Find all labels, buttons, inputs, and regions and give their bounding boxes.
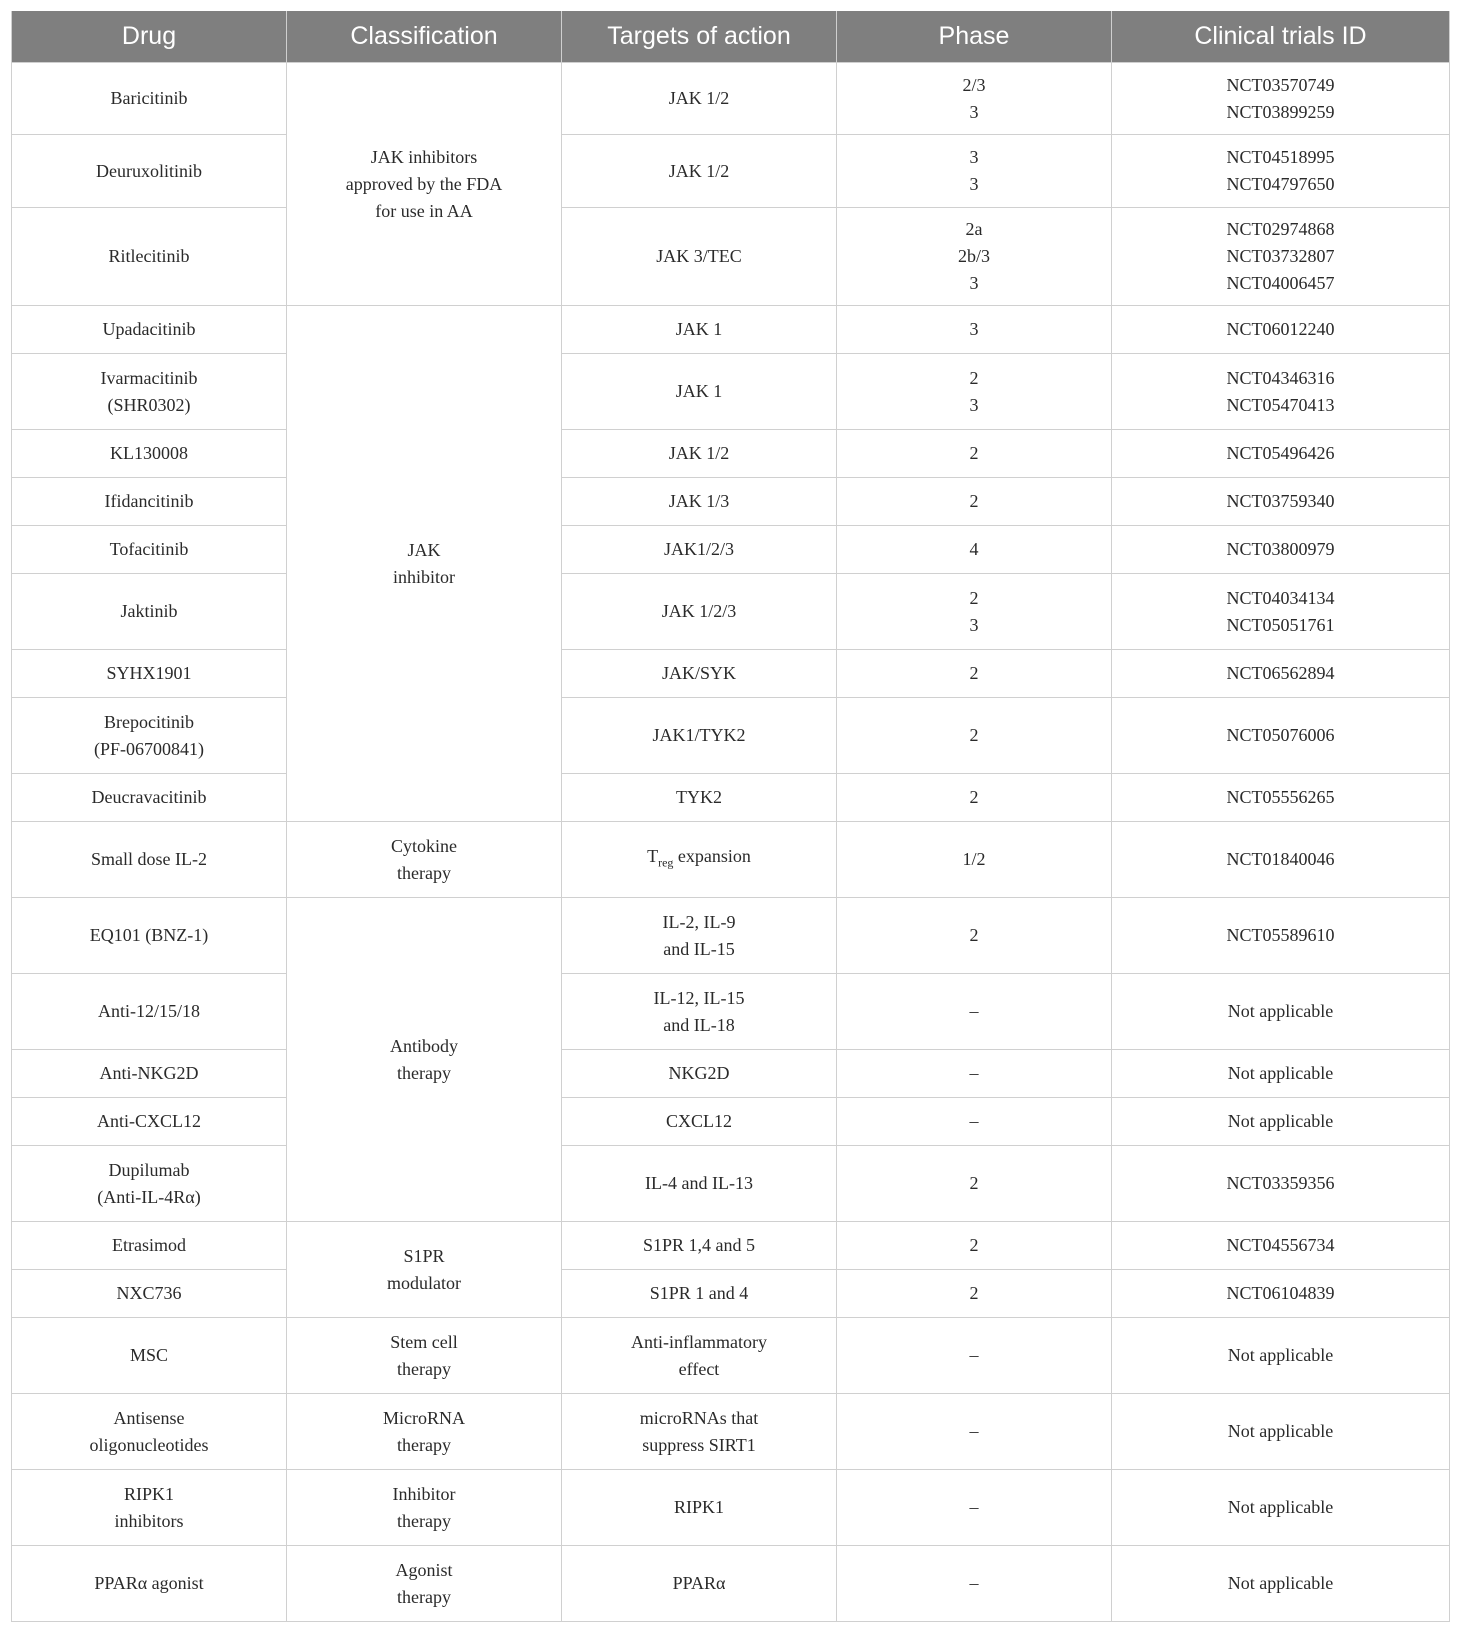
target-cell: TYK2 (562, 774, 837, 822)
header-classification: Classification (287, 11, 562, 63)
phase-cell: 2 (837, 430, 1112, 478)
trials-cell: NCT05076006 (1112, 698, 1450, 774)
trial-id: NCT03732807 (1226, 246, 1335, 266)
table-row (12, 1270, 1450, 1318)
trials-cell: NCT06104839 (1112, 1270, 1450, 1318)
target-cell: JAK 1/2/3 (562, 574, 837, 650)
target-cell: JAK 1 (562, 306, 837, 354)
table-row (12, 1050, 1450, 1098)
target-cell: JAK1/2/3 (562, 526, 837, 574)
drug-cell: Tofacitinib (12, 526, 287, 574)
target-cell: S1PR 1 and 4 (562, 1270, 837, 1318)
drug-line: (SHR0302) (107, 394, 191, 415)
classification-line: therapy (397, 1586, 451, 1607)
drug-cell: Ifidancitinib (12, 478, 287, 526)
table-row (12, 208, 1450, 306)
drug-cell: Baricitinib (12, 63, 287, 135)
target-subscript: reg (658, 855, 674, 870)
drug-line: Dupilumab (108, 1159, 190, 1180)
phase-cell: 2 (837, 698, 1112, 774)
phase-line: 2/3 (962, 74, 986, 95)
table-row (12, 822, 1450, 898)
classification-line: Stem cell (390, 1331, 458, 1352)
phase-line: 3 (969, 394, 979, 415)
trials-cell: NCT05556265 (1112, 774, 1450, 822)
trial-id: NCT04006457 (1226, 273, 1335, 293)
table-row (12, 354, 1450, 430)
trials-cell (1112, 208, 1450, 306)
target-line: and IL-15 (663, 938, 735, 959)
drug-cell: Anti-CXCL12 (12, 1098, 287, 1146)
drug-cell (12, 698, 287, 774)
classification-cell (287, 1546, 562, 1622)
table-row (12, 306, 1450, 354)
table-row (12, 526, 1450, 574)
phase-line: 3 (969, 614, 979, 635)
target-line: IL-2, IL-9 (662, 911, 736, 932)
trials-cell: Not applicable (1112, 1098, 1450, 1146)
trial-id: NCT03899259 (1226, 101, 1335, 122)
drug-cell: KL130008 (12, 430, 287, 478)
classification-cell (287, 898, 562, 1222)
drug-cell: Small dose IL-2 (12, 822, 287, 898)
classification-line: approved by the FDA (345, 173, 503, 194)
target-cell (562, 822, 837, 898)
drug-cell (12, 1146, 287, 1222)
phase-cell: 2 (837, 774, 1112, 822)
phase-cell: – (837, 1098, 1112, 1146)
phase-cell: 2 (837, 650, 1112, 698)
phase-cell: 2 (837, 1222, 1112, 1270)
table-row (12, 430, 1450, 478)
drug-cell: Deucravacitinib (12, 774, 287, 822)
drug-cell (12, 354, 287, 430)
target-cell: JAK1/TYK2 (562, 698, 837, 774)
table-row (12, 1394, 1450, 1470)
drug-cell: PPARα agonist (12, 1546, 287, 1622)
drug-line: (Anti-IL-4Rα) (97, 1186, 201, 1207)
phase-cell: 3 (837, 306, 1112, 354)
table-row (12, 1222, 1450, 1270)
classification-line: MicroRNA (383, 1407, 465, 1428)
phase-line: 3 (969, 174, 979, 194)
target-cell (562, 898, 837, 974)
classification-line: inhibitor (393, 566, 455, 587)
phase-line: 2a (965, 219, 983, 239)
classification-line: Agonist (395, 1559, 453, 1580)
target-cell: JAK/SYK (562, 650, 837, 698)
classification-line: therapy (397, 862, 451, 883)
target-line: suppress SIRT1 (642, 1434, 756, 1455)
trials-cell: NCT06562894 (1112, 650, 1450, 698)
trials-cell (1112, 63, 1450, 135)
target-cell: IL-4 and IL-13 (562, 1146, 837, 1222)
drug-cell: Anti-12/15/18 (12, 974, 287, 1050)
trials-cell: NCT03759340 (1112, 478, 1450, 526)
phase-cell: – (837, 1318, 1112, 1394)
phase-cell: 2 (837, 1146, 1112, 1222)
table-row (12, 650, 1450, 698)
target-cell: JAK 1/3 (562, 478, 837, 526)
table-row (12, 135, 1450, 208)
trials-cell: NCT06012240 (1112, 306, 1450, 354)
target-line: microRNAs that (639, 1407, 759, 1428)
target-text: expansion (673, 845, 751, 866)
trials-cell: Not applicable (1112, 1318, 1450, 1394)
drug-table (11, 11, 1450, 1622)
target-cell: RIPK1 (562, 1470, 837, 1546)
classification-cell (287, 822, 562, 898)
phase-line: 3 (969, 101, 979, 122)
drug-cell: Etrasimod (12, 1222, 287, 1270)
table-row (12, 774, 1450, 822)
phase-cell: – (837, 974, 1112, 1050)
drug-cell: EQ101 (BNZ-1) (12, 898, 287, 974)
drug-cell: Jaktinib (12, 574, 287, 650)
trial-id: NCT04346316 (1226, 367, 1335, 388)
phase-cell: – (837, 1394, 1112, 1470)
table-row (12, 574, 1450, 650)
classification-line: for use in AA (375, 200, 473, 221)
drug-cell: Upadacitinib (12, 306, 287, 354)
target-cell (562, 1318, 837, 1394)
phase-line: 3 (969, 273, 979, 293)
drug-line: oligonucleotides (89, 1434, 209, 1455)
table-row (12, 1146, 1450, 1222)
header-row (12, 11, 1450, 63)
table-row (12, 1546, 1450, 1622)
classification-line: Cytokine (391, 835, 457, 856)
target-cell: JAK 1 (562, 354, 837, 430)
header-drug: Drug (12, 11, 287, 63)
trial-id: NCT04797650 (1226, 174, 1335, 194)
phase-cell (837, 354, 1112, 430)
phase-cell: 4 (837, 526, 1112, 574)
classification-cell (287, 63, 562, 306)
trials-cell (1112, 135, 1450, 208)
trials-cell: Not applicable (1112, 974, 1450, 1050)
target-cell: JAK 1/2 (562, 135, 837, 208)
phase-cell: 2 (837, 1270, 1112, 1318)
target-cell (562, 974, 837, 1050)
table-row (12, 63, 1450, 135)
trials-cell: NCT03359356 (1112, 1146, 1450, 1222)
classification-line: modulator (387, 1272, 461, 1293)
drug-cell (12, 1470, 287, 1546)
classification-line: Inhibitor (392, 1483, 456, 1504)
drug-cell: NXC736 (12, 1270, 287, 1318)
target-cell: PPARα (562, 1546, 837, 1622)
drug-cell: Deuruxolitinib (12, 135, 287, 208)
trials-cell: NCT03800979 (1112, 526, 1450, 574)
phase-cell (837, 63, 1112, 135)
trial-id: NCT02974868 (1226, 219, 1335, 239)
trial-id: NCT04518995 (1226, 147, 1335, 167)
classification-cell (287, 1222, 562, 1318)
trial-id: NCT05470413 (1226, 394, 1335, 415)
target-cell: NKG2D (562, 1050, 837, 1098)
target-cell: CXCL12 (562, 1098, 837, 1146)
drug-cell: Ritlecitinib (12, 208, 287, 306)
table-row (12, 1318, 1450, 1394)
classification-cell (287, 1470, 562, 1546)
phase-cell (837, 135, 1112, 208)
target-text: T (647, 845, 659, 866)
trial-id: NCT05051761 (1226, 614, 1335, 635)
trials-cell: NCT01840046 (1112, 822, 1450, 898)
trials-cell (1112, 354, 1450, 430)
trial-id: NCT03570749 (1226, 74, 1335, 95)
classification-line: JAK inhibitors (370, 146, 478, 167)
table-row (12, 698, 1450, 774)
table-row (12, 898, 1450, 974)
phase-cell: – (837, 1546, 1112, 1622)
classification-line: therapy (397, 1358, 451, 1379)
table-row (12, 1098, 1450, 1146)
drug-line: RIPK1 (123, 1483, 174, 1504)
drug-line: Antisense (113, 1407, 185, 1428)
trial-id: NCT04034134 (1226, 587, 1335, 608)
target-cell: JAK 1/2 (562, 63, 837, 135)
drug-line: Ivarmacitinib (100, 367, 198, 388)
target-cell: JAK 1/2 (562, 430, 837, 478)
trials-cell (1112, 574, 1450, 650)
table-row (12, 1470, 1450, 1546)
phase-cell: – (837, 1470, 1112, 1546)
header-targets: Targets of action (562, 11, 837, 63)
classification-line: S1PR (403, 1245, 445, 1266)
classification-line: therapy (397, 1510, 451, 1531)
classification-line: JAK (407, 539, 441, 560)
drug-cell: Anti-NKG2D (12, 1050, 287, 1098)
trials-cell: Not applicable (1112, 1394, 1450, 1470)
target-line: IL-12, IL-15 (653, 987, 745, 1008)
target-cell: S1PR 1,4 and 5 (562, 1222, 837, 1270)
drug-line: inhibitors (114, 1510, 184, 1531)
trials-cell: NCT05589610 (1112, 898, 1450, 974)
drug-cell: SYHX1901 (12, 650, 287, 698)
header-trials: Clinical trials ID (1112, 11, 1450, 63)
target-line: effect (678, 1358, 720, 1379)
drug-cell: MSC (12, 1318, 287, 1394)
trials-cell: Not applicable (1112, 1050, 1450, 1098)
trials-cell: Not applicable (1112, 1546, 1450, 1622)
phase-cell (837, 208, 1112, 306)
phase-line: 2 (969, 587, 979, 608)
table-row (12, 478, 1450, 526)
target-line: Anti-inflammatory (631, 1331, 767, 1352)
drug-cell (12, 1394, 287, 1470)
trials-cell: NCT05496426 (1112, 430, 1450, 478)
table-row (12, 974, 1450, 1050)
classification-line: therapy (397, 1434, 451, 1455)
drug-line: Brepocitinib (104, 711, 194, 732)
trials-cell: NCT04556734 (1112, 1222, 1450, 1270)
phase-line: 2b/3 (957, 246, 990, 266)
classification-cell (287, 306, 562, 822)
phase-cell: 2 (837, 478, 1112, 526)
drug-line: (PF-06700841) (93, 738, 204, 759)
trials-cell: Not applicable (1112, 1470, 1450, 1546)
target-line: and IL-18 (663, 1014, 735, 1035)
target-cell: JAK 3/TEC (562, 208, 837, 306)
target-cell (562, 1394, 837, 1470)
phase-cell: 1/2 (837, 822, 1112, 898)
phase-cell (837, 574, 1112, 650)
classification-cell (287, 1394, 562, 1470)
phase-cell: 2 (837, 898, 1112, 974)
phase-cell: – (837, 1050, 1112, 1098)
classification-line: therapy (397, 1062, 451, 1083)
classification-cell (287, 1318, 562, 1394)
phase-line: 3 (969, 147, 979, 167)
classification-line: Antibody (389, 1035, 458, 1056)
header-phase: Phase (837, 11, 1112, 63)
phase-line: 2 (969, 367, 979, 388)
